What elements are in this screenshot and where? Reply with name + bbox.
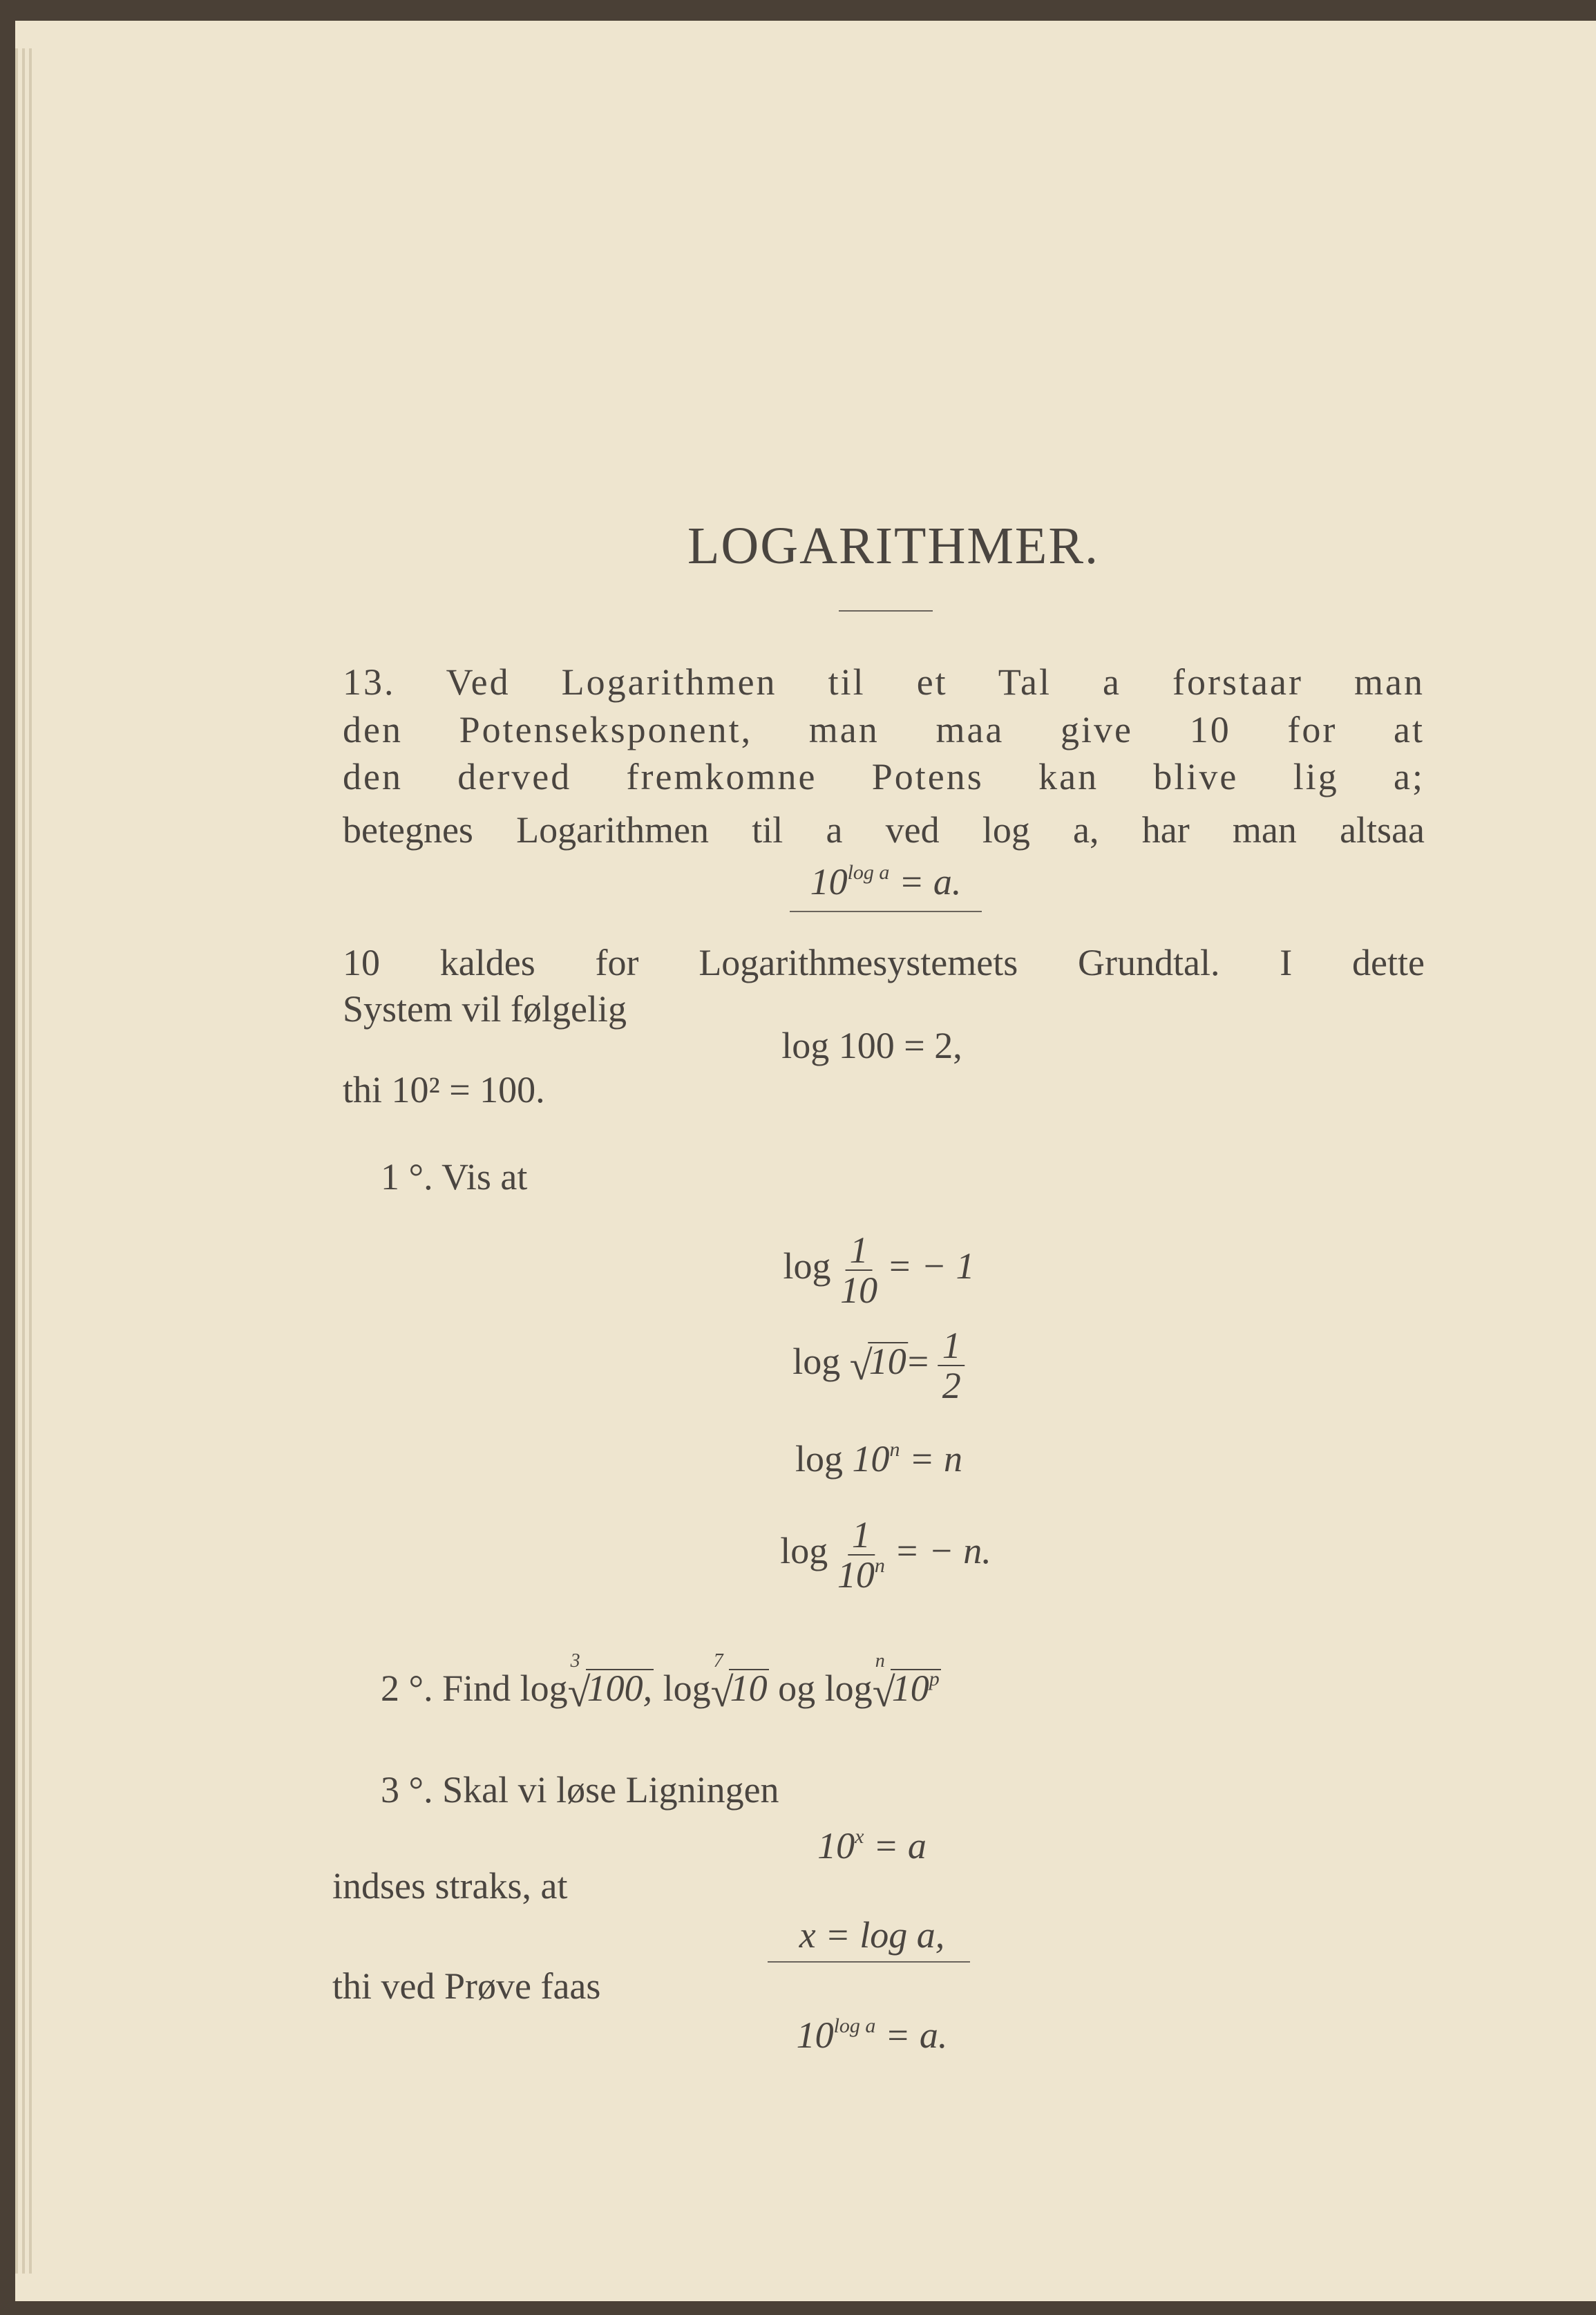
book-page [15,21,1596,2301]
page-edge [22,48,25,2274]
radical: 3 √ 100, [567,1650,653,1715]
para-line: den derved fremkomne Potens kan blive lig a; [343,756,1425,797]
radical: n √ 10$^p$ [872,1650,940,1715]
exercise-3-label: 3 °. Skal vi løse Ligningen [381,1769,779,1811]
radical: 7 √ 10 [710,1650,768,1715]
para-line: thi ved Prøve faas [332,1965,601,2007]
para-line: indses straks, at [332,1865,568,1907]
para-line: thi 10² = 100. [343,1069,545,1111]
equation-log-power: log 10$^n$ = n [795,1438,962,1480]
equation: 10$^x$ = a [817,1825,927,1867]
equation-log-tenth: log $\frac{1}{10}$ = − 1 [783,1229,975,1311]
equation: x = log a, [799,1914,945,1956]
page-edge [29,48,32,2274]
para-line: 13. Ved Logarithmen til et Tal a forstaar man [343,661,1425,703]
equation: $10^{log a} = a$. [796,2014,948,2056]
equation-definition: $10^{log a} = a$. [810,861,962,903]
title-rule [839,610,933,612]
para-line: System vil følgelig [343,988,627,1030]
equation: log 100 = 2, [781,1025,962,1066]
radical: √ 10 [849,1341,906,1388]
exercise-2: 2 °. Find log 3 √ 100, log 7 √ 10 og log n √ 10$^p$ [381,1650,940,1715]
equation-log-inverse-power: log $\frac{1}{10^n}$ = − n. [780,1513,991,1596]
equation-log-sqrt: log √ 10= $\frac{1}{2}$ [792,1316,965,1406]
equation-underline [790,911,982,912]
exercise-1-label: 1 °. Vis at [381,1156,528,1198]
para-line: den Potenseksponent, man maa give 10 for at [343,709,1425,750]
equation-underline [768,1961,970,1963]
para-line: 10 kaldes for Logarithmesystemets Grundtal. I dette [343,942,1425,983]
para-line: betegnes Logarithmen til a ved log a, har man altsaa [343,809,1425,851]
page-title: LOGARITHMER. [687,517,1100,575]
page-edge [15,48,18,2274]
